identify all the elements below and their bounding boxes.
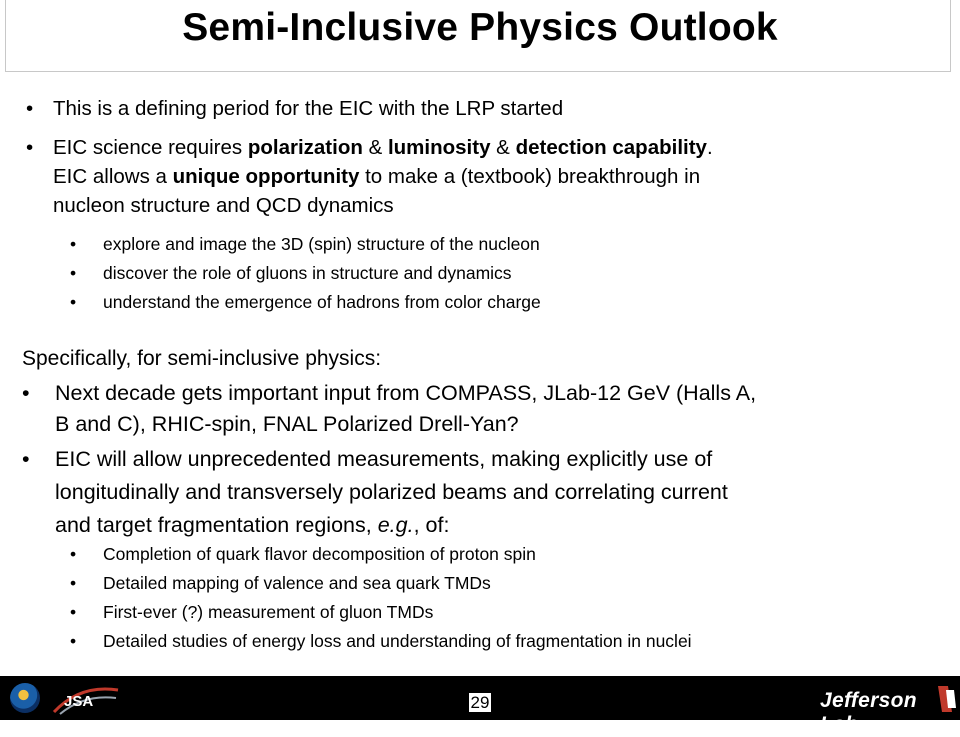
sub-bullet-dot: • (70, 234, 77, 254)
sub-bullet-dot: • (70, 573, 77, 593)
bullet-dot: • (26, 97, 34, 120)
bullet-intro: This is a defining period for the EIC with the LRP started (53, 97, 564, 120)
next-decade-line2: B and C), RHIC-spin, FNAL Polarized Drell-Yan? (55, 412, 519, 436)
page-number: 29 (470, 693, 490, 712)
eic-allow-line2: longitudinally and transversely polarized beams and correlating current (55, 480, 728, 504)
sub-bullet-item: understand the emergence of hadrons from color charge (103, 292, 541, 312)
sub-bullet-item: discover the role of gluons in structure and dynamics (103, 263, 512, 283)
sub-bullet-dot: • (70, 263, 77, 283)
bullet-dot: • (22, 447, 30, 471)
eic-allow-line3: and target fragmentation regions, e.g., of: (55, 513, 450, 537)
sub-bullet-item: Detailed studies of energy loss and understanding of fragmentation in nuclei (103, 631, 692, 651)
sub-bullet-item: explore and image the 3D (spin) structure of the nucleon (103, 234, 540, 254)
next-decade-line1: Next decade gets important input from COMPASS, JLab-12 GeV (Halls A, (55, 381, 757, 405)
svg-text:JSA: JSA (64, 693, 94, 710)
sub-bullet-item: Detailed mapping of valence and sea quark TMDs (103, 573, 491, 593)
bullet-science-line3: nucleon structure and QCD dynamics (53, 194, 394, 217)
sub-bullet-dot: • (70, 631, 77, 651)
sub-bullet-dot: • (70, 292, 77, 312)
jefferson-lab-logo-text: Jefferson Lab (820, 689, 917, 736)
slide-title: Semi-Inclusive Physics Outlook (182, 6, 778, 49)
sub-bullet-dot: • (70, 602, 77, 622)
bullet-science-line2: EIC allows a unique opportunity to make a (textbook) breakthrough in (53, 165, 701, 188)
sub-bullet-dot: • (70, 544, 77, 564)
sub-bullet-item: First-ever (?) measurement of gluon TMDs (103, 602, 434, 622)
eic-allow-line1: EIC will allow unprecedented measurements, making explicitly use of (55, 447, 713, 471)
bullet-science-line1: EIC science requires polarization & luminosity & detection capability. (53, 136, 713, 159)
bullet-dot: • (26, 136, 34, 159)
bullet-dot: • (22, 381, 30, 405)
specifically-heading: Specifically, for semi-inclusive physics: (22, 347, 382, 370)
jefferson-lab-mark-icon (934, 682, 958, 716)
sub-bullet-item: Completion of quark flavor decomposition of proton spin (103, 544, 536, 564)
